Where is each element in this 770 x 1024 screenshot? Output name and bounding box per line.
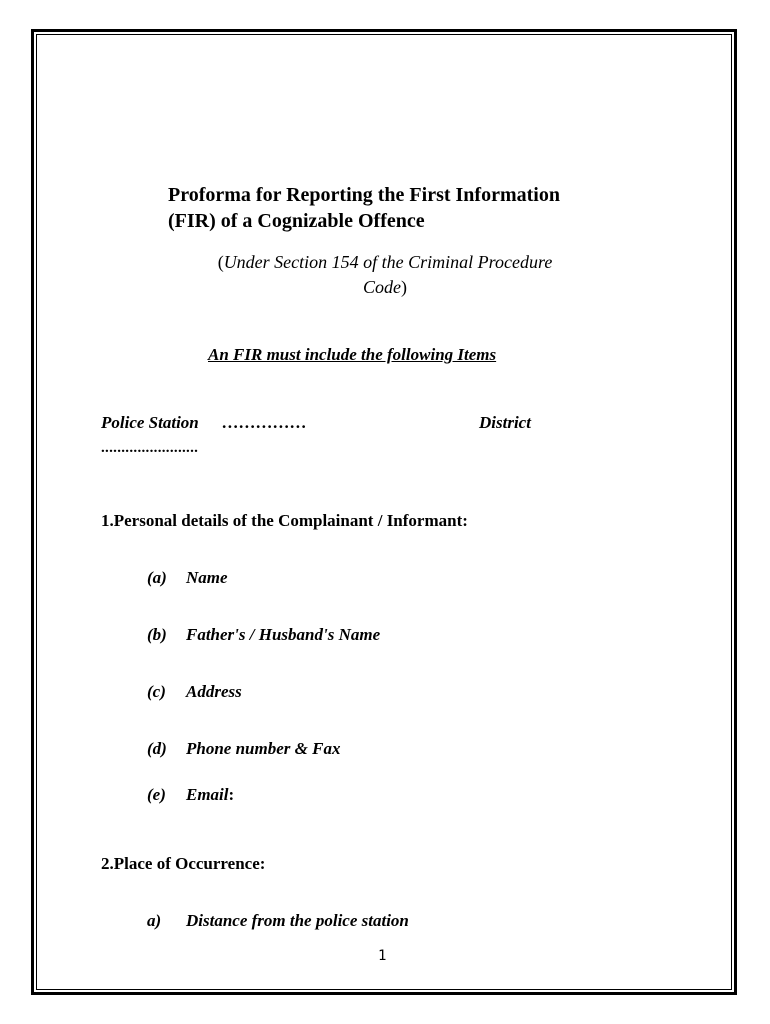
item-phone-fax-label: Phone number & Fax xyxy=(186,739,341,758)
subtitle-line-2: Code xyxy=(363,277,401,297)
title-line-2: (FIR) of a Cognizable Offence xyxy=(168,210,425,232)
subtitle-close-paren: ) xyxy=(401,277,407,297)
item-marker: a) xyxy=(147,911,162,930)
document-title xyxy=(168,182,560,234)
item-marker: (d) xyxy=(147,739,167,758)
must-include-heading: An FIR must include the following Items xyxy=(208,345,497,364)
section-1-heading: 1.Personal details of the Complainant / Informant: xyxy=(101,511,468,530)
item-distance-label: Distance from the police station xyxy=(186,911,409,930)
district-blank: ........................ xyxy=(101,440,199,456)
item-fathers-husbands-name-label: Father's / Husband's Name xyxy=(186,625,381,644)
subtitle-open-paren: ( xyxy=(217,252,224,272)
item-email xyxy=(186,785,234,805)
page-number: 1 xyxy=(378,948,387,964)
police-station-blank: …………… xyxy=(222,413,307,432)
item-email-colon: : xyxy=(228,785,235,804)
item-address-label: Address xyxy=(186,682,242,701)
item-marker: (e) xyxy=(147,785,166,804)
item-email-label: Email xyxy=(186,785,229,804)
item-name-label: Name xyxy=(186,568,228,587)
subtitle-line-1: Under Section 154 of the Criminal Procedure xyxy=(223,252,553,272)
document-subtitle xyxy=(150,250,620,300)
title-line-1: Proforma for Reporting the First Information xyxy=(168,184,560,206)
item-marker: (b) xyxy=(147,625,167,644)
police-station-label: Police Station xyxy=(101,413,199,432)
item-marker: (a) xyxy=(147,568,167,587)
item-marker: (c) xyxy=(147,682,166,701)
section-2-heading: 2.Place of Occurrence: xyxy=(101,854,266,873)
district-label: District xyxy=(479,413,531,432)
